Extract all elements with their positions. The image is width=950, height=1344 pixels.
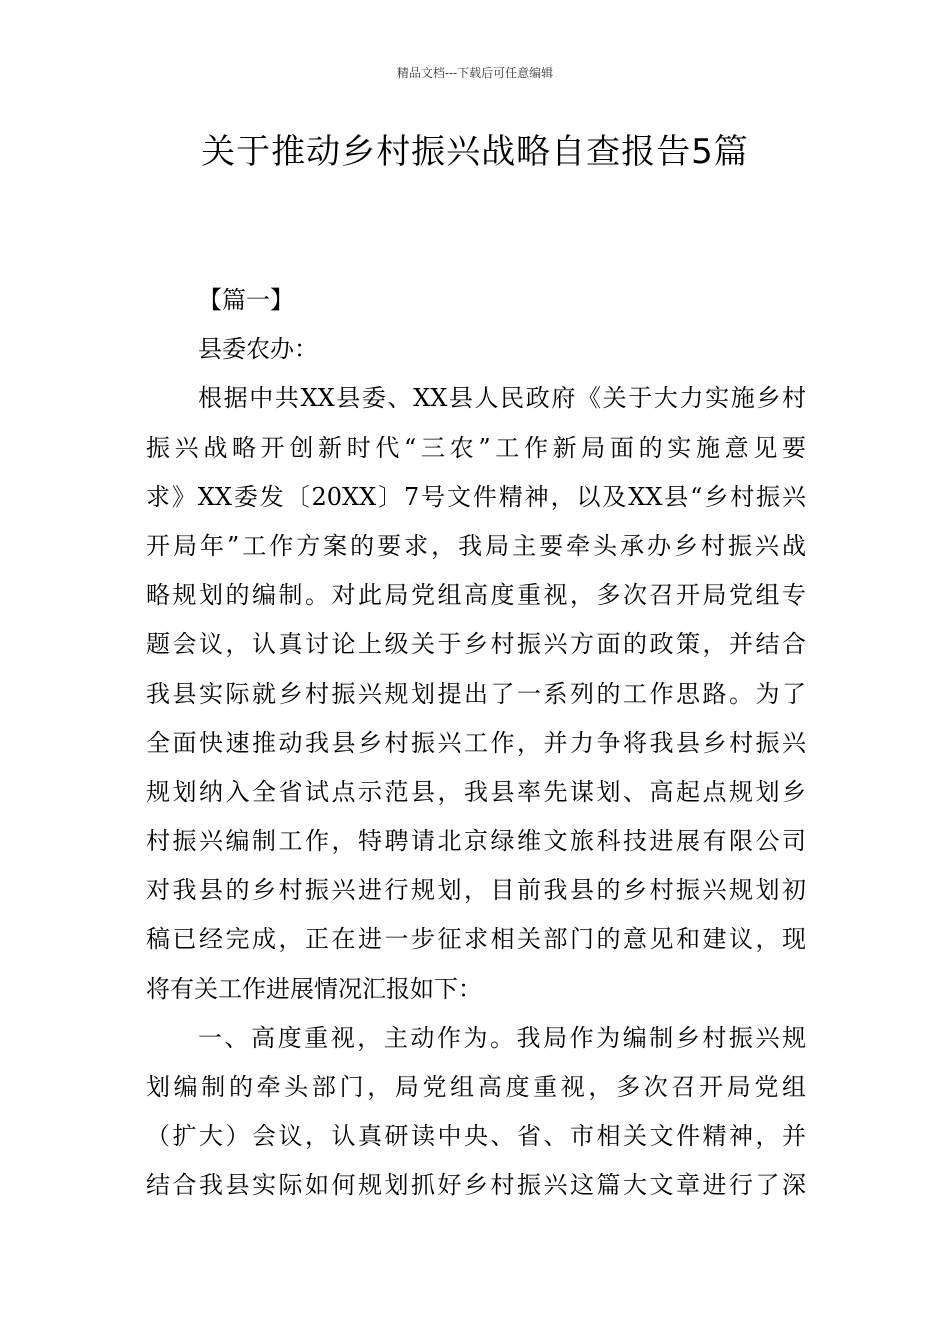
paragraph-line: 振兴战略开创新时代“三农”工作新局面的实施意见要 — [146, 433, 806, 462]
paragraph-line: 题会议，认真讨论上级关于乡村振兴方面的政策，并结合 — [146, 630, 806, 659]
document-title: 关于推动乡村振兴战略自查报告5篇 — [201, 132, 749, 172]
paragraph-line: 村振兴编制工作，特聘请北京绿维文旅科技进展有限公司 — [146, 827, 806, 856]
paragraph-line: （扩大）会议，认真研读中央、省、市相关文件精神，并 — [146, 1122, 806, 1151]
header-note: 精品文档---下载后可任意编辑 — [396, 66, 554, 80]
document-body — [146, 276, 806, 1211]
paragraph-line: 求》XX委发〔20XX〕7号文件精神，以及XX县“乡村振兴 — [146, 482, 806, 511]
paragraph-line: 规划纳入全省试点示范县，我县率先谋划、高起点规划乡 — [146, 777, 806, 806]
salutation: 县委农办： — [198, 335, 318, 364]
paragraph-line: 结合我县实际如何规划抓好乡村振兴这篇大文章进行了深 — [146, 1171, 806, 1200]
paragraph-line: 稿已经完成，正在进一步征求相关部门的意见和建议，现 — [146, 925, 806, 954]
paragraph-line: 我县实际就乡村振兴规划提出了一系列的工作思路。为了 — [146, 679, 806, 708]
paragraph-line: 根据中共XX县委、XX县人民政府《关于大力实施乡村 — [198, 384, 806, 413]
paragraph-line: 略规划的编制。对此局党组高度重视，多次召开局党组专 — [146, 581, 806, 610]
paragraph-line: 对我县的乡村振兴进行规划，目前我县的乡村振兴规划初 — [146, 876, 806, 905]
paragraph-line: 将有关工作进展情况汇报如下： — [146, 974, 482, 1003]
paragraph-line: 一、高度重视，主动作为。我局作为编制乡村振兴规 — [198, 1023, 806, 1052]
paragraph-line: 全面快速推动我县乡村振兴工作，并力争将我县乡村振兴 — [146, 728, 806, 757]
section-label: 【篇一】 — [198, 286, 294, 314]
paragraph-line: 划编制的牵头部门，局党组高度重视，多次召开局党组 — [146, 1073, 806, 1101]
paragraph-line: 开局年”工作方案的要求，我局主要牵头承办乡村振兴战 — [146, 531, 806, 560]
